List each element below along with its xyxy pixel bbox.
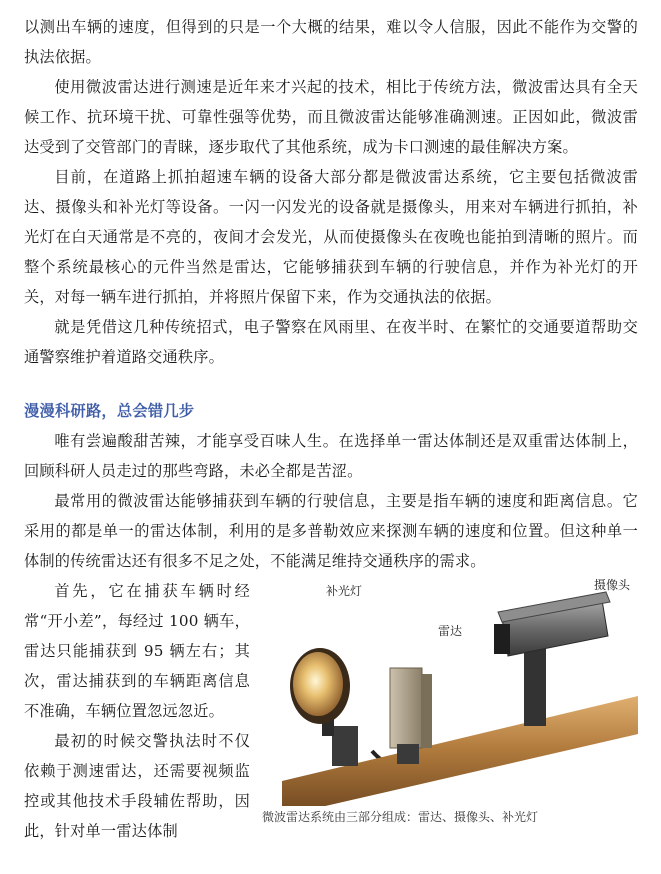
paragraph: 首先，它在捕获车辆时经常“开小差”，每经过 100 辆车，雷达只能捕获到 95 辆左右；其次，雷达捕获到的车辆距离信息不准确，车辆位置忽远忽近。 <box>24 582 250 720</box>
paragraph: 以测出车辆的速度，但得到的只是一个大概的结果，难以令人信服，因此不能作为交警的执法依据。 <box>24 18 638 66</box>
section-heading: 漫漫科研路，总会错几步 <box>24 402 195 420</box>
figure-label-radar: 雷达 <box>438 624 463 638</box>
paragraph: 最初的时候交警执法时不仅依赖于测速雷达，还需要视频监控或其他技术手段辅佐帮助，因此，针对单一雷达体制 <box>24 732 250 840</box>
paragraph: 最常用的微波雷达能够捕获到车辆的行驶信息，主要是指车辆的速度和距离信息。它采用的都是单一的雷达体制，利用的是多普勒效应来探测车辆的速度和位置。但这种单一体制的传统雷达还有很多不足之处，不能满足维持交通秩序的需求。 <box>24 492 638 570</box>
paragraph: 唯有尝遍酸甜苦辣，才能享受百味人生。在选择单一雷达体制还是双重雷达体制上，回顾科研人员走过的那些弯路，未必全都是苦涩。 <box>24 432 638 480</box>
article-page <box>24 12 638 846</box>
paragraph: 目前，在道路上抓拍超速车辆的设备大部分都是微波雷达系统，它主要包括微波雷达、摄像头和补光灯等设备。一闪一闪发光的设备就是摄像头，用来对车辆进行抓拍，补光灯在白天通常是不亮的，夜间才会发光，从而使摄像头在夜晚也能拍到清晰的照片。而整个系统最核心的元件当然是雷达，它能够捕获到车辆的行驶信息，并作为补光灯的开关，对每一辆车进行抓拍，并将照片保留下来，作为交通执法的依据。 <box>24 168 638 306</box>
left-column <box>24 576 250 846</box>
fill-light-lens <box>293 652 343 716</box>
figure-wrap-block <box>24 576 638 846</box>
figure-caption: 微波雷达系统由三部分组成：雷达、摄像头、补光灯 <box>262 810 539 824</box>
lamp-mount <box>332 726 358 766</box>
camera-mount <box>524 646 546 726</box>
paragraph: 就是凭借这几种传统招式，电子警察在风雨里、在夜半时、在繁忙的交通要道帮助交通警察维护着道路交通秩序。 <box>24 318 638 366</box>
radar-photo-illustration <box>262 576 638 806</box>
figure-label-camera: 摄像头 <box>594 578 631 592</box>
radar-unit <box>390 668 422 748</box>
radar-system-figure <box>262 576 638 838</box>
figure-label-fill-light: 补光灯 <box>326 584 363 598</box>
paragraph: 使用微波雷达进行测速是近年来才兴起的技术，相比于传统方法，微波雷达具有全天候工作、抗环境干扰、可靠性强等优势，而且微波雷达能够准确测速。正因如此，微波雷达受到了交管部门的青睐，逐步取代了其他系统，成为卡口测速的最佳解决方案。 <box>24 78 638 156</box>
